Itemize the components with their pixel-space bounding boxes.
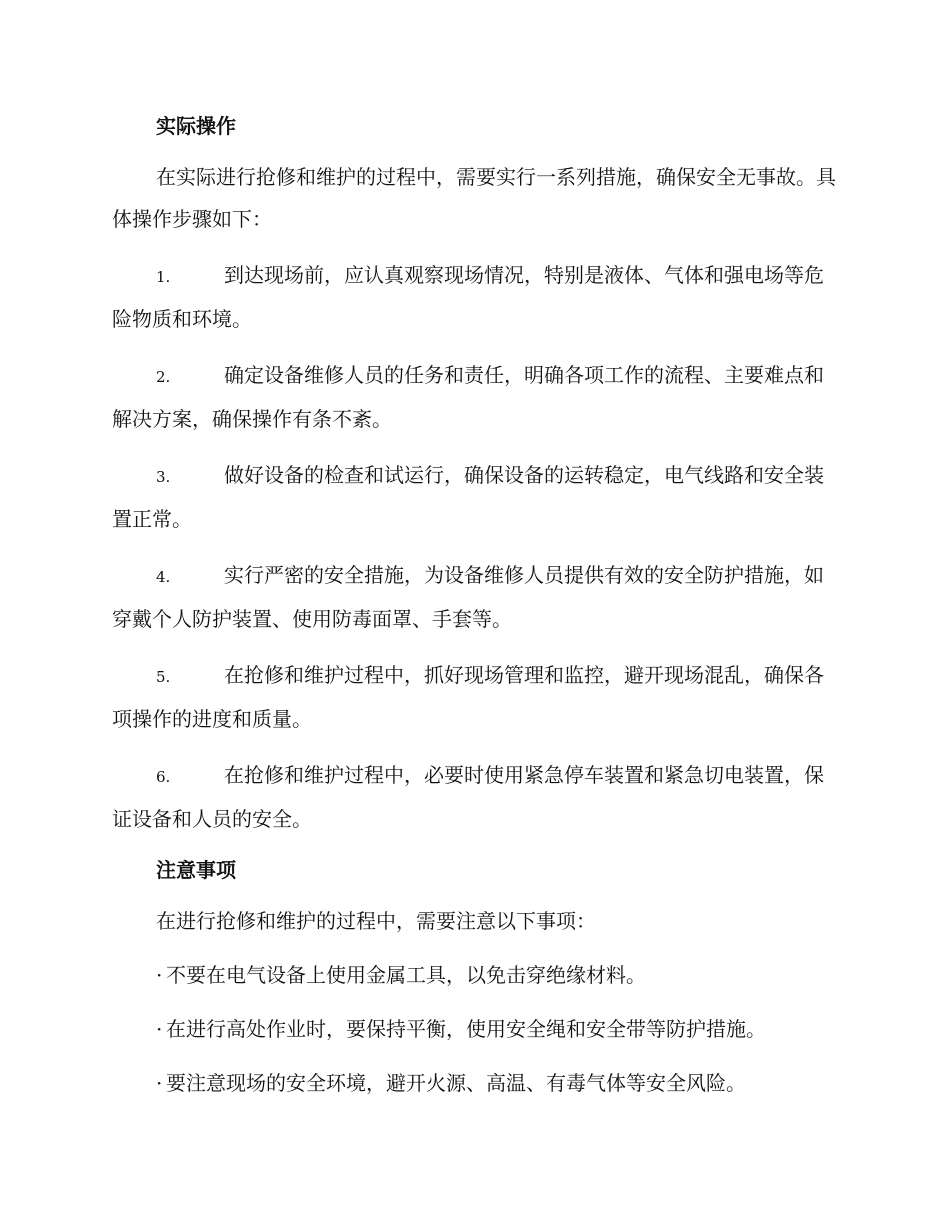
step-item [112, 754, 838, 840]
step-text: 确定设备维修人员的任务和责任，明确各项工作的流程、主要难点和解决方案，确保操作有条不紊。 [112, 363, 824, 431]
bullet-text: 在进行高处作业时，要保持平衡，使用安全绳和安全带等防护措施。 [166, 1017, 766, 1041]
step-item [112, 554, 838, 640]
notes-intro: 在进行抢修和维护的过程中，需要注意以下事项： [156, 909, 596, 933]
step-item [112, 654, 838, 740]
step-text: 在抢修和维护过程中，抓好现场管理和监控，避开现场混乱，确保各项操作的进度和质量。 [112, 663, 824, 731]
step-text: 做好设备的检查和试运行，确保设备的运转稳定，电气线路和安全装置正常。 [112, 463, 824, 531]
step-number: 2. [156, 368, 171, 386]
bullet-item [156, 1062, 838, 1104]
bullet-text: 要注意现场的安全环境，避开火源、高温、有毒气体等安全风险。 [166, 1071, 746, 1095]
step-number: 5. [156, 668, 171, 686]
bullet-text: 不要在电气设备上使用金属工具，以免击穿绝缘材料。 [166, 963, 646, 987]
operations-intro: 在实际进行抢修和维护的过程中，需要实行一系列措施，确保安全无事故。具体操作步骤如下： [112, 165, 836, 231]
step-item [112, 354, 838, 440]
bullet-dot-icon: · [156, 1071, 163, 1095]
step-item [112, 254, 838, 340]
step-item [112, 454, 838, 540]
section-heading-operations: 实际操作 [156, 114, 236, 138]
step-number: 6. [156, 768, 171, 786]
step-text: 在抢修和维护过程中，必要时使用紧急停车装置和紧急切电装置，保证设备和人员的安全。 [112, 763, 824, 831]
bullet-item [156, 954, 838, 996]
step-text: 到达现场前，应认真观察现场情况，特别是液体、气体和强电场等危险物质和环境。 [112, 263, 824, 331]
step-number: 4. [156, 568, 171, 586]
step-number: 3. [156, 468, 171, 486]
bullet-item [156, 1008, 838, 1050]
section-heading-notes: 注意事项 [156, 858, 236, 882]
step-text: 实行严密的安全措施，为设备维修人员提供有效的安全防护措施，如穿戴个人防护装置、使用防毒面罩、手套等。 [112, 563, 824, 631]
bullet-dot-icon: · [156, 963, 163, 987]
bullet-dot-icon: · [156, 1017, 163, 1041]
step-number: 1. [156, 268, 171, 286]
